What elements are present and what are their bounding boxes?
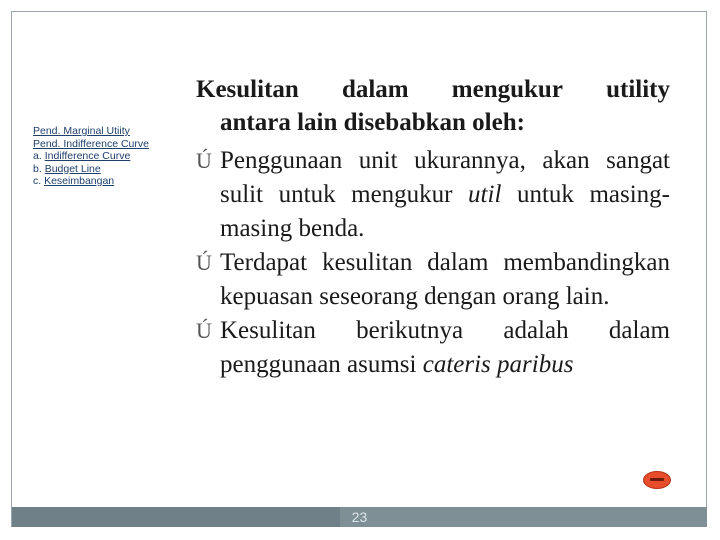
bullet-text: Penggunaan unit ukurannya, akan sangat sulit untuk mengukur util untuk masing-masing benda.: [220, 147, 670, 242]
nav-item-budget-line: [33, 163, 183, 176]
title-line-1: [196, 73, 670, 106]
nav-item-prefix: a.: [33, 150, 45, 162]
page-number: 23: [351, 509, 368, 525]
nav-item-indifference-curve-intro: [33, 138, 183, 151]
left-nav: [33, 125, 183, 188]
bullet-item: [196, 314, 670, 382]
nav-item-prefix: c.: [33, 175, 45, 187]
title-word: mengukur: [451, 76, 563, 103]
title-line-2: antara lain disebabkan oleh:: [220, 109, 525, 136]
nav-item-marginal-utility: [33, 125, 183, 138]
title-word: Kesulitan: [196, 76, 299, 103]
nav-item-indifference-curve: [33, 150, 183, 163]
bullet-marker-icon: Ú: [196, 148, 212, 173]
nav-link-marginal-utility[interactable]: Pend. Marginal Utiity: [33, 125, 130, 137]
nav-item-prefix: b.: [33, 162, 45, 175]
nav-link-indifference-curve-intro[interactable]: Pend. Indifference Curve: [33, 137, 149, 150]
slide-title: [196, 73, 670, 139]
bullet-text: Kesulitan berikutnya adalah dalam penggunaan asumsi cateris paribus: [220, 317, 670, 378]
nav-link-indifference-curve[interactable]: Indifference Curve: [44, 150, 131, 162]
bullet-item: [196, 144, 670, 246]
bullet-marker-icon: Ú: [196, 318, 212, 343]
title-word: dalam: [341, 76, 409, 103]
bullet-marker-icon: Ú: [196, 250, 212, 275]
bullet-item: [196, 246, 670, 314]
home-button-glyph: [650, 478, 664, 481]
bullet-list: [196, 144, 670, 382]
bullet-text: Terdapat kesulitan dalam membandingkan kepuasan seseorang dengan orang lain.: [220, 249, 670, 310]
nav-item-keseimbangan: [33, 175, 183, 188]
home-button-icon[interactable]: [643, 471, 671, 489]
title-word: utility: [606, 76, 670, 103]
footer-bar: [12, 507, 707, 527]
nav-link-keseimbangan[interactable]: Keseimbangan: [44, 175, 115, 187]
nav-link-budget-line[interactable]: Budget Line: [44, 162, 101, 175]
